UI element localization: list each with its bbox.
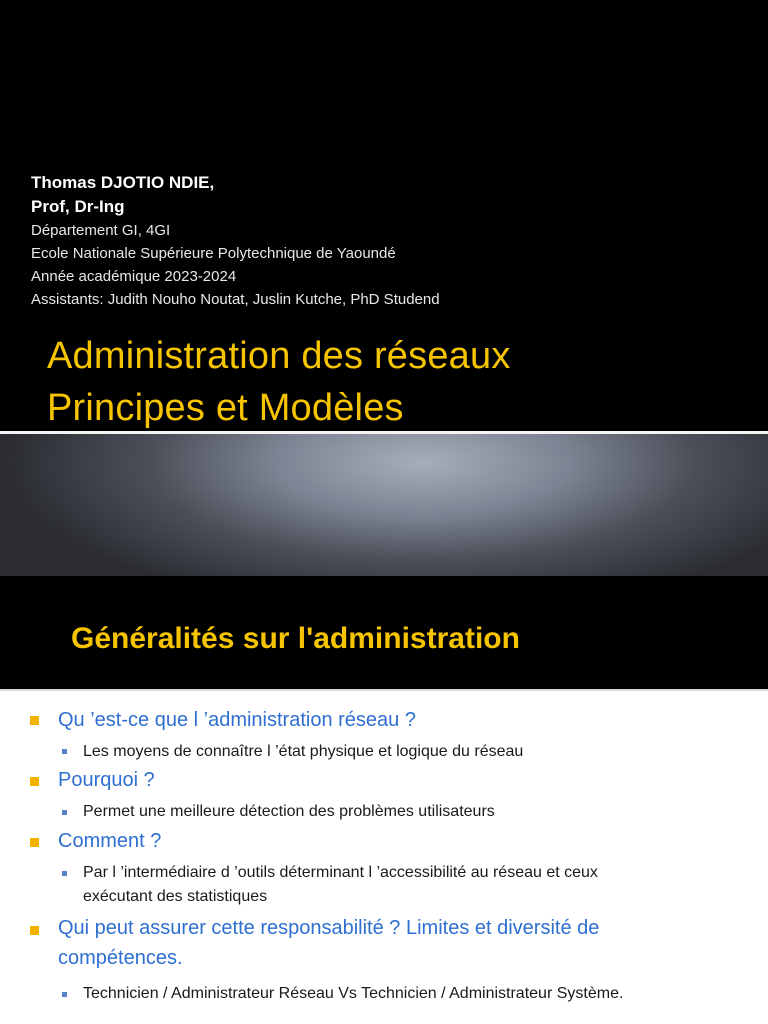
school-line: Ecole Nationale Supérieure Polytechnique de Yaoundé [31, 245, 396, 262]
bullet-square [30, 716, 39, 725]
slide-title [47, 330, 511, 434]
bullet-square [30, 838, 39, 847]
question-1: Qu ’est-ce que l ’administration réseau ? [58, 709, 416, 731]
assistants-line: Assistants: Judith Nouho Noutat, Juslin Kutche, PhD Studend [31, 291, 440, 308]
department-line: Département GI, 4GI [31, 222, 171, 239]
sub-bullet [62, 810, 67, 815]
sub-bullet [62, 749, 67, 754]
slide-title-line-2: Principes et Modèles [47, 387, 404, 429]
author-block [31, 171, 440, 311]
question-2: Pourquoi ? [58, 769, 155, 791]
author-title: Prof, Dr-Ing [31, 197, 125, 216]
answer-1: Les moyens de connaître l ’état physique et logique du réseau [83, 743, 524, 760]
section-title: Généralités sur l'administration [71, 622, 520, 655]
answer-3-line-2: exécutant des statistiques [83, 888, 268, 905]
answer-4: Technicien / Administrateur Réseau Vs Technicien / Administrateur Système. [83, 985, 624, 1002]
sub-bullet [62, 992, 67, 997]
bullet-square [30, 926, 39, 935]
question-4-line-2: compétences. [58, 947, 183, 969]
gradient-band [0, 434, 768, 576]
question-3: Comment ? [58, 830, 162, 852]
body-top-edge [0, 689, 768, 691]
answer-3-line-1: Par l ’intermédiaire d ’outils déterminant l ’accessibilité au réseau et ceux [83, 864, 598, 881]
bullet-square [30, 777, 39, 786]
slide-title-line-1: Administration des réseaux [47, 335, 511, 377]
question-4-line-1: Qui peut assurer cette responsabilité ? Limites et diversité de [58, 917, 600, 939]
sub-bullet [62, 871, 67, 876]
academic-year-line: Année académique 2023-2024 [31, 268, 237, 285]
author-name: Thomas DJOTIO NDIE, [31, 173, 215, 192]
answer-2: Permet une meilleure détection des problèmes utilisateurs [83, 803, 495, 820]
